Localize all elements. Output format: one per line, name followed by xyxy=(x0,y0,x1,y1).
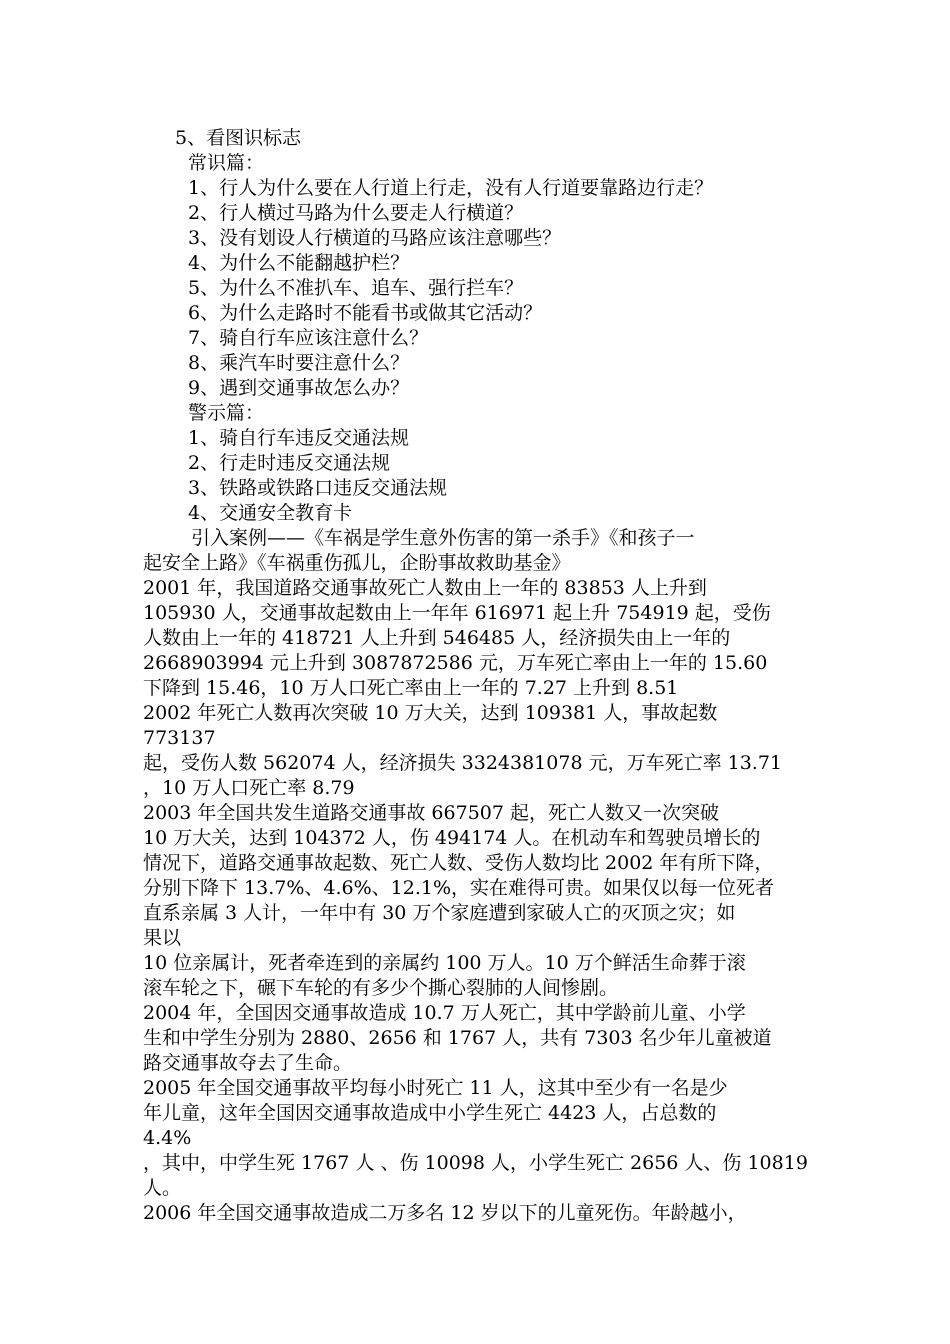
body-line: 773137 xyxy=(143,727,216,749)
question-line: 4、为什么不能翻越护栏？ xyxy=(188,252,410,274)
body-line: 人。 xyxy=(143,1177,182,1199)
body-line: 2006 年全国交通事故造成二万多名 12 岁以下的儿童死伤。年龄越小， xyxy=(143,1202,747,1224)
case-intro-line: 引入案例——《车祸是学生意外伤害的第一杀手》《和孩子一 xyxy=(191,527,695,549)
question-line: 8、乘汽车时要注意什么？ xyxy=(188,352,410,374)
body-line: 直系亲属 3 人计，一年中有 30 万个家庭遭到家破人亡的灭顶之灾；如 xyxy=(143,902,736,924)
section-heading-warning: 警示篇： xyxy=(188,402,265,424)
question-line: 7、骑自行车应该注意什么？ xyxy=(188,327,429,349)
body-line: 情况下，道路交通事故起数、死亡人数、受伤人数均比 2002 年有所下降， xyxy=(143,852,774,874)
section-heading-signs: 5、看图识标志 xyxy=(175,127,302,149)
body-line: 2668903994 元上升到 3087872586 元，万车死亡率由上一年的 15.60 xyxy=(143,652,768,674)
warning-line: 1、骑自行车违反交通法规 xyxy=(188,427,410,449)
body-line: 2002 年死亡人数再次突破 10 万大关，达到 109381 人，事故起数 xyxy=(143,702,718,724)
section-heading-common-sense: 常识篇： xyxy=(188,152,265,174)
question-line: 3、没有划设人行横道的马路应该注意哪些？ xyxy=(188,227,562,249)
body-line: 生和中学生分别为 2880、2656 和 1767 人，共有 7303 名少年儿童被道 xyxy=(143,1027,772,1049)
body-line: 10 位亲属计，死者牵连到的亲属约 100 万人。10 万个鲜活生命葬于滚 xyxy=(143,952,746,974)
body-line: 2003 年全国共发生道路交通事故 667507 起，死亡人数又一次突破 xyxy=(143,802,720,824)
body-line: 10 万大关，达到 104372 人，伤 494174 人。在机动车和驾驶员增长的 xyxy=(143,827,761,849)
body-line: 人数由上一年的 418721 人上升到 546485 人，经济损失由上一年的 xyxy=(143,627,731,649)
question-line: 1、行人为什么要在人行道上行走，没有人行道要靠路边行走？ xyxy=(188,177,714,199)
body-line: 2001 年，我国道路交通事故死亡人数由上一年的 83853 人上升到 xyxy=(143,577,707,599)
body-line: 105930 人，交通事故起数由上一年年 616971 起上升 754919 起，受伤 xyxy=(143,602,771,624)
body-line: 年儿童，这年全国因交通事故造成中小学生死亡 4423 人，占总数的 xyxy=(143,1102,717,1124)
warning-line: 2、行走时违反交通法规 xyxy=(188,452,391,474)
body-line: ，10 万人口死亡率 8.79 xyxy=(143,777,355,799)
body-line: 滚车轮之下，碾下车轮的有多少个撕心裂肺的人间惨剧。 xyxy=(143,977,619,999)
body-line: 4.4% xyxy=(143,1127,192,1149)
body-line: 起，受伤人数 562074 人，经济损失 3324381078 元，万车死亡率 13.71 xyxy=(143,752,783,774)
body-line: 分别下降下 13.7%、4.6%、12.1%，实在难得可贵。如果仅以每一位死者 xyxy=(143,877,775,899)
warning-line: 3、铁路或铁路口违反交通法规 xyxy=(188,477,448,499)
body-line: 果以 xyxy=(143,927,182,949)
body-line: 下降到 15.46，10 万人口死亡率由上一年的 7.27 上升到 8.51 xyxy=(143,677,679,699)
body-line: 2005 年全国交通事故平均每小时死亡 11 人，这其中至少有一名是少 xyxy=(143,1077,728,1099)
body-line: 路交通事故夺去了生命。 xyxy=(143,1052,353,1074)
question-line: 6、为什么走路时不能看书或做其它活动？ xyxy=(188,302,543,324)
body-line: ，其中，中学生死 1767 人 、伤 10098 人，小学生死亡 2656 人、伤 10819 xyxy=(143,1152,808,1174)
question-line: 2、行人横过马路为什么要走人行横道？ xyxy=(188,202,524,224)
case-intro-line: 起安全上路》《车祸重伤孤儿，企盼事故救助基金》 xyxy=(143,552,571,574)
warning-line: 4、交通安全教育卡 xyxy=(188,502,353,524)
question-line: 5、为什么不准扒车、追车、强行拦车？ xyxy=(188,277,524,299)
body-line: 2004 年，全国因交通事故造成 10.7 万人死亡，其中学龄前儿童、小学 xyxy=(143,1002,746,1024)
question-line: 9、遇到交通事故怎么办？ xyxy=(188,377,410,399)
